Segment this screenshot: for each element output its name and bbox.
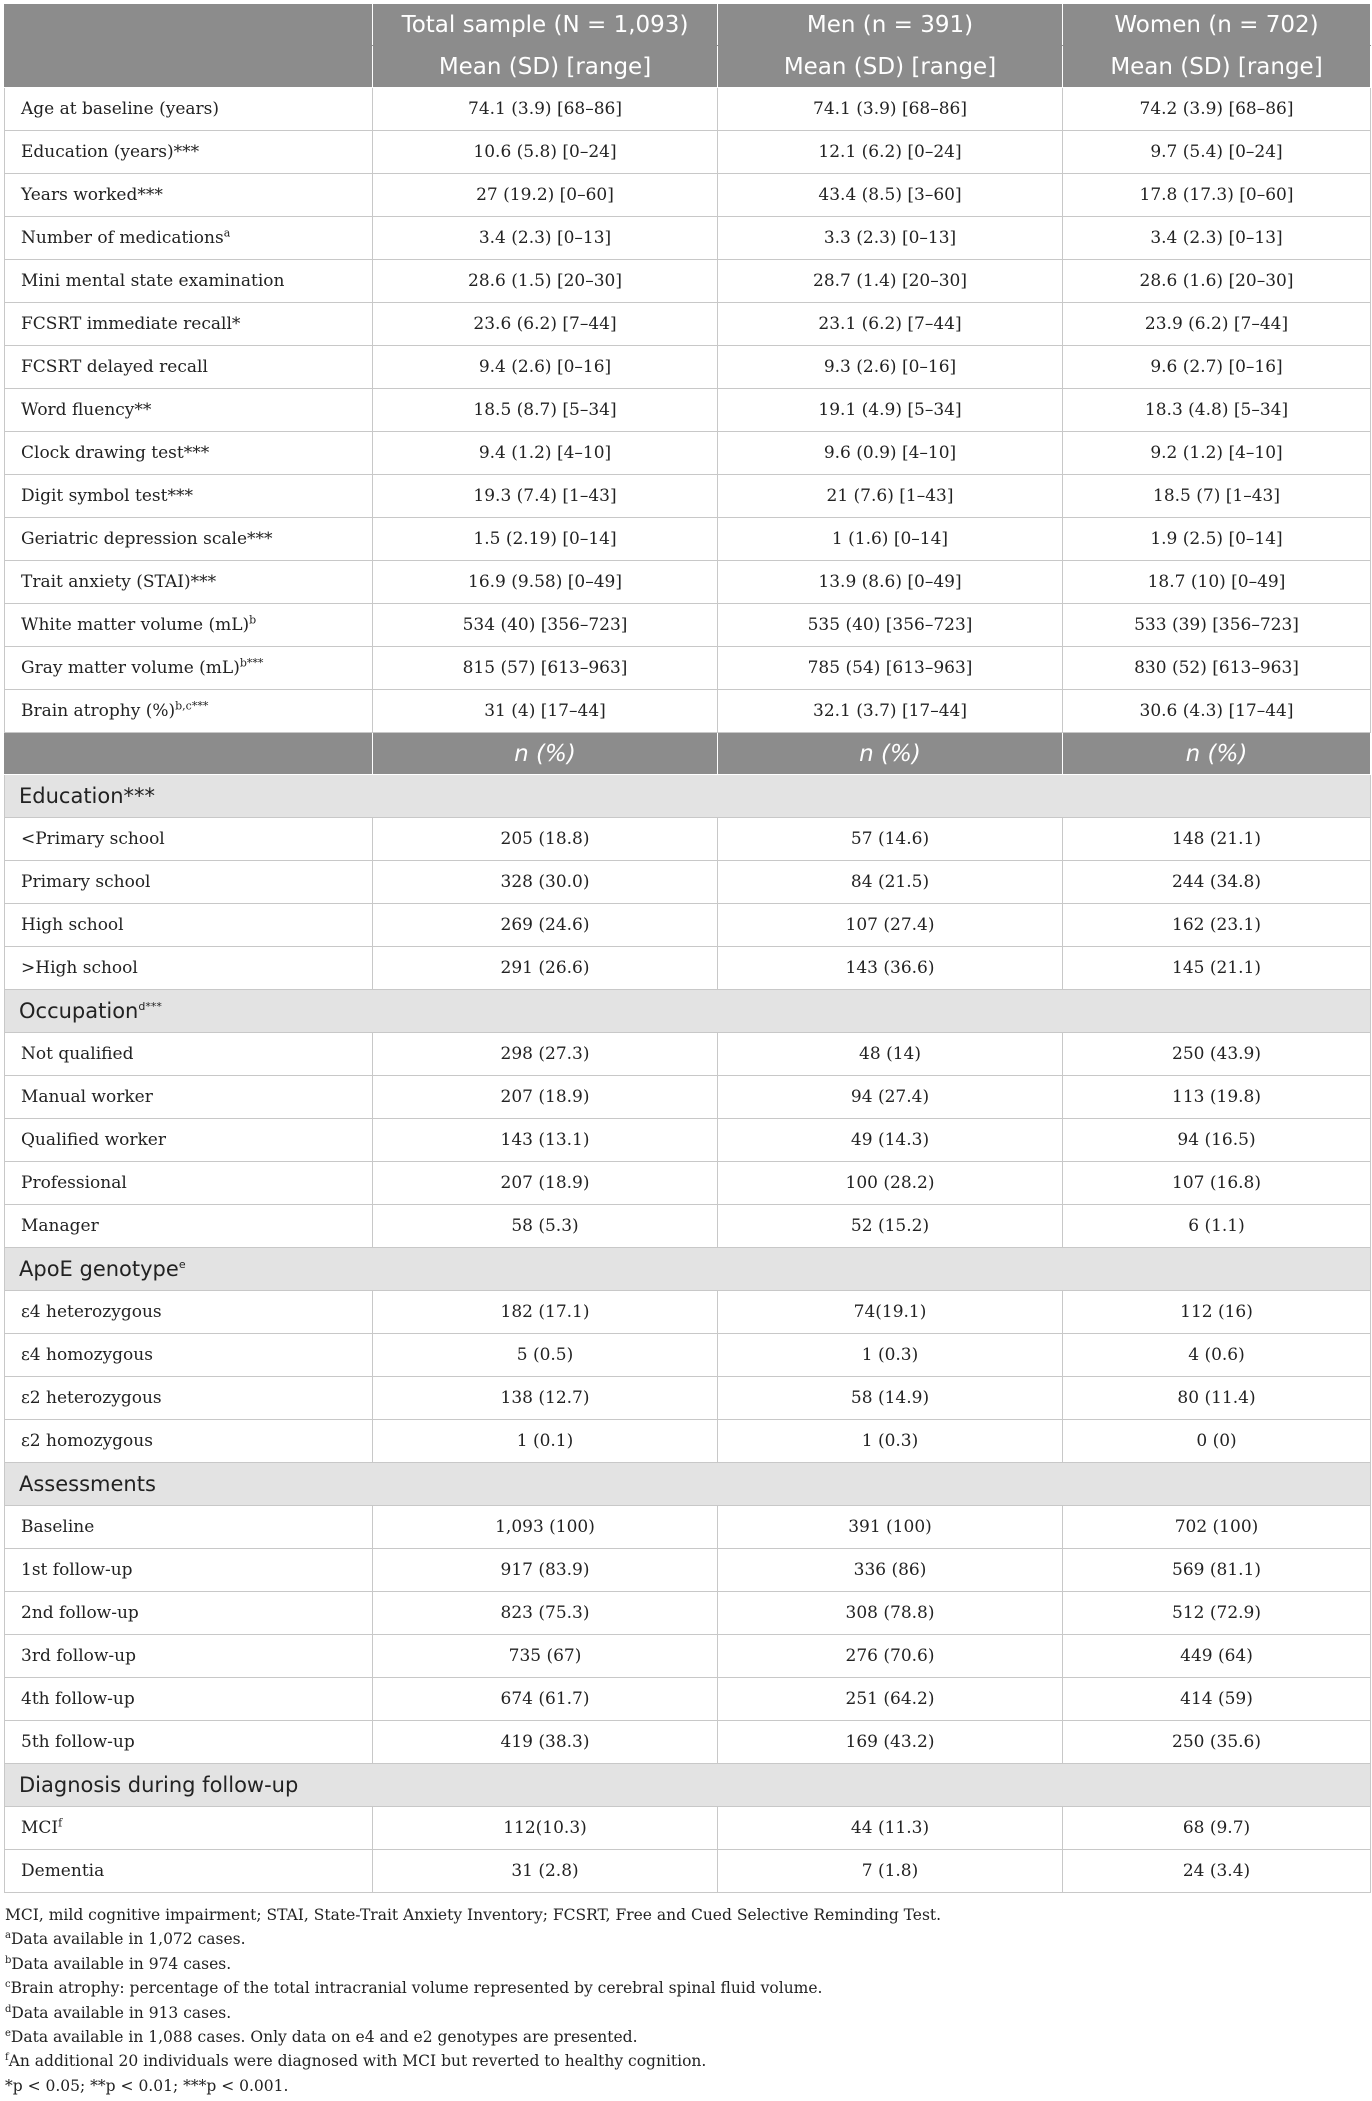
women-value: 17.8 (17.3) [0–60] bbox=[1063, 174, 1371, 217]
women-value: 74.2 (3.9) [68–86] bbox=[1063, 88, 1371, 131]
row-label: Primary school bbox=[21, 872, 151, 892]
total-value: 112(10.3) bbox=[373, 1807, 718, 1850]
section-header-row bbox=[5, 775, 1371, 818]
women-value: 533 (39) [356–723] bbox=[1063, 604, 1371, 647]
header-women: Women (n = 702) bbox=[1063, 4, 1371, 46]
women-value: 145 (21.1) bbox=[1063, 947, 1371, 990]
row-label-cell bbox=[5, 947, 373, 990]
row-label: Years worked*** bbox=[21, 185, 163, 205]
total-value: 27 (19.2) [0–60] bbox=[373, 174, 718, 217]
footnote-text: Data available in 1,072 cases. bbox=[10, 1930, 246, 1949]
row-label: Education (years)*** bbox=[21, 142, 200, 162]
table-row bbox=[5, 1162, 1371, 1205]
table-row bbox=[5, 432, 1371, 475]
total-value: 5 (0.5) bbox=[373, 1334, 718, 1377]
total-value: 18.5 (8.7) [5–34] bbox=[373, 389, 718, 432]
total-value: 143 (13.1) bbox=[373, 1119, 718, 1162]
table-row bbox=[5, 1033, 1371, 1076]
women-value: 68 (9.7) bbox=[1063, 1807, 1371, 1850]
row-label-cell bbox=[5, 1807, 373, 1850]
row-label-cell bbox=[5, 260, 373, 303]
row-label-cell bbox=[5, 346, 373, 389]
footnote-marker: d*** bbox=[138, 1000, 162, 1013]
table-row bbox=[5, 174, 1371, 217]
section-title-cell bbox=[5, 990, 1371, 1033]
footnote-text: Data available in 974 cases. bbox=[11, 1954, 232, 1973]
row-label: 5th follow-up bbox=[21, 1732, 135, 1752]
row-label: 1st follow-up bbox=[21, 1560, 133, 1580]
characteristics-table bbox=[4, 3, 1371, 1893]
men-value: 44 (11.3) bbox=[718, 1807, 1063, 1850]
row-label: 2nd follow-up bbox=[21, 1603, 139, 1623]
women-value: 244 (34.8) bbox=[1063, 861, 1371, 904]
row-label-cell bbox=[5, 1205, 373, 1248]
n-header-men: n (%) bbox=[718, 733, 1063, 775]
row-label-cell bbox=[5, 1678, 373, 1721]
stats-header-row bbox=[5, 46, 1371, 88]
table-row bbox=[5, 1678, 1371, 1721]
total-value: 815 (57) [613–963] bbox=[373, 647, 718, 690]
row-label: Clock drawing test*** bbox=[21, 443, 210, 463]
total-value: 31 (2.8) bbox=[373, 1850, 718, 1893]
table-row bbox=[5, 1119, 1371, 1162]
footnote bbox=[5, 1927, 1365, 1951]
footnote-marker: a bbox=[223, 226, 231, 240]
women-value: 250 (43.9) bbox=[1063, 1033, 1371, 1076]
row-label-cell bbox=[5, 604, 373, 647]
women-value: 30.6 (4.3) [17–44] bbox=[1063, 690, 1371, 733]
men-value: 1 (1.6) [0–14] bbox=[718, 518, 1063, 561]
footnote-mark: f bbox=[5, 2052, 9, 2064]
row-label-cell bbox=[5, 217, 373, 260]
row-label: Word fluency** bbox=[21, 400, 152, 420]
section-header-row bbox=[5, 1764, 1371, 1807]
row-label: Baseline bbox=[21, 1517, 95, 1537]
row-label: >High school bbox=[21, 958, 138, 978]
table-row bbox=[5, 217, 1371, 260]
table-row bbox=[5, 690, 1371, 733]
footnote bbox=[5, 1952, 1365, 1976]
abbreviations-note: MCI, mild cognitive impairment; STAI, State-Trait Anxiety Inventory; FCSRT, Free and Cued Selective Reminding Test. bbox=[5, 1906, 942, 1924]
row-label: 4th follow-up bbox=[21, 1689, 135, 1709]
row-label: FCSRT immediate recall* bbox=[21, 314, 241, 334]
total-value: 917 (83.9) bbox=[373, 1549, 718, 1592]
table-row bbox=[5, 260, 1371, 303]
men-value: 251 (64.2) bbox=[718, 1678, 1063, 1721]
total-value: 291 (26.6) bbox=[373, 947, 718, 990]
row-label-cell bbox=[5, 561, 373, 604]
row-label: Age at baseline (years) bbox=[21, 99, 219, 119]
significance-note bbox=[5, 2074, 1365, 2098]
row-label-cell bbox=[5, 518, 373, 561]
row-label: Dementia bbox=[21, 1861, 105, 1881]
men-value: 535 (40) [356–723] bbox=[718, 604, 1063, 647]
men-value: 12.1 (6.2) [0–24] bbox=[718, 131, 1063, 174]
footnote bbox=[5, 1976, 1365, 2000]
total-value: 182 (17.1) bbox=[373, 1291, 718, 1334]
n-header-blank bbox=[5, 733, 373, 775]
women-value: 113 (19.8) bbox=[1063, 1076, 1371, 1119]
footnote-mark: c bbox=[5, 1979, 11, 1991]
men-value: 336 (86) bbox=[718, 1549, 1063, 1592]
men-value: 13.9 (8.6) [0–49] bbox=[718, 561, 1063, 604]
men-value: 84 (21.5) bbox=[718, 861, 1063, 904]
section-title: Occupation bbox=[19, 999, 139, 1023]
total-value: 823 (75.3) bbox=[373, 1592, 718, 1635]
footnote-mark: d bbox=[5, 2003, 12, 2015]
men-value: 23.1 (6.2) [7–44] bbox=[718, 303, 1063, 346]
women-value: 162 (23.1) bbox=[1063, 904, 1371, 947]
row-label: High school bbox=[21, 915, 124, 935]
table-row bbox=[5, 1807, 1371, 1850]
men-value: 19.1 (4.9) [5–34] bbox=[718, 389, 1063, 432]
total-value: 23.6 (6.2) [7–44] bbox=[373, 303, 718, 346]
table-row bbox=[5, 904, 1371, 947]
men-value: 169 (43.2) bbox=[718, 1721, 1063, 1764]
row-label-cell bbox=[5, 1635, 373, 1678]
total-value: 138 (12.7) bbox=[373, 1377, 718, 1420]
footnote-marker: b bbox=[249, 613, 257, 627]
men-value: 57 (14.6) bbox=[718, 818, 1063, 861]
men-value: 49 (14.3) bbox=[718, 1119, 1063, 1162]
women-value: 94 (16.5) bbox=[1063, 1119, 1371, 1162]
footnote-marker: e bbox=[178, 1258, 186, 1271]
row-label: ε4 heterozygous bbox=[21, 1302, 162, 1322]
row-label-cell bbox=[5, 1549, 373, 1592]
men-value: 1 (0.3) bbox=[718, 1334, 1063, 1377]
table-row bbox=[5, 518, 1371, 561]
table-row bbox=[5, 561, 1371, 604]
section-header-row bbox=[5, 1463, 1371, 1506]
column-header-row bbox=[5, 4, 1371, 46]
footnote-text: Data available in 913 cases. bbox=[11, 2003, 232, 2022]
men-value: 3.3 (2.3) [0–13] bbox=[718, 217, 1063, 260]
men-value: 32.1 (3.7) [17–44] bbox=[718, 690, 1063, 733]
total-value: 9.4 (1.2) [4–10] bbox=[373, 432, 718, 475]
total-value: 10.6 (5.8) [0–24] bbox=[373, 131, 718, 174]
table-footnotes bbox=[5, 1903, 1365, 2098]
table-row bbox=[5, 389, 1371, 432]
women-value: 4 (0.6) bbox=[1063, 1334, 1371, 1377]
section-title: Education*** bbox=[19, 784, 156, 808]
women-value: 9.2 (1.2) [4–10] bbox=[1063, 432, 1371, 475]
men-value: 43.4 (8.5) [3–60] bbox=[718, 174, 1063, 217]
table-row bbox=[5, 818, 1371, 861]
row-label-cell bbox=[5, 1291, 373, 1334]
row-label-cell bbox=[5, 1850, 373, 1893]
men-value: 100 (28.2) bbox=[718, 1162, 1063, 1205]
row-label: ε4 homozygous bbox=[21, 1345, 153, 1365]
table-row bbox=[5, 346, 1371, 389]
women-value: 414 (59) bbox=[1063, 1678, 1371, 1721]
total-value: 534 (40) [356–723] bbox=[373, 604, 718, 647]
table-row bbox=[5, 1721, 1371, 1764]
row-label: FCSRT delayed recall bbox=[21, 357, 208, 377]
footnote-marker: f bbox=[58, 1816, 63, 1830]
table-row bbox=[5, 475, 1371, 518]
row-label: Geriatric depression scale*** bbox=[21, 529, 273, 549]
total-value: 19.3 (7.4) [1–43] bbox=[373, 475, 718, 518]
row-label-cell bbox=[5, 904, 373, 947]
row-label-cell bbox=[5, 1506, 373, 1549]
men-value: 9.3 (2.6) [0–16] bbox=[718, 346, 1063, 389]
total-value: 674 (61.7) bbox=[373, 1678, 718, 1721]
row-label: Professional bbox=[21, 1173, 127, 1193]
row-label: Mini mental state examination bbox=[21, 271, 285, 291]
table-row bbox=[5, 88, 1371, 131]
significance-text: *p < 0.05; **p < 0.01; ***p < 0.001. bbox=[5, 2076, 289, 2095]
women-value: 107 (16.8) bbox=[1063, 1162, 1371, 1205]
total-value: 28.6 (1.5) [20–30] bbox=[373, 260, 718, 303]
section-title-cell bbox=[5, 1248, 1371, 1291]
men-value: 74.1 (3.9) [68–86] bbox=[718, 88, 1063, 131]
men-value: 276 (70.6) bbox=[718, 1635, 1063, 1678]
n-header-body bbox=[5, 733, 1371, 775]
table-row bbox=[5, 1506, 1371, 1549]
women-value: 1.9 (2.5) [0–14] bbox=[1063, 518, 1371, 561]
total-value: 58 (5.3) bbox=[373, 1205, 718, 1248]
total-value: 9.4 (2.6) [0–16] bbox=[373, 346, 718, 389]
row-label-cell bbox=[5, 818, 373, 861]
row-label-cell bbox=[5, 303, 373, 346]
men-value: 1 (0.3) bbox=[718, 1420, 1063, 1463]
table-row bbox=[5, 131, 1371, 174]
row-label: Manager bbox=[21, 1216, 99, 1236]
row-label: Manual worker bbox=[21, 1087, 153, 1107]
row-label-cell bbox=[5, 1033, 373, 1076]
women-value: 9.7 (5.4) [0–24] bbox=[1063, 131, 1371, 174]
total-value: 207 (18.9) bbox=[373, 1076, 718, 1119]
table-row bbox=[5, 1635, 1371, 1678]
total-value: 207 (18.9) bbox=[373, 1162, 718, 1205]
men-value: 74(19.1) bbox=[718, 1291, 1063, 1334]
total-value: 16.9 (9.58) [0–49] bbox=[373, 561, 718, 604]
section-title-cell bbox=[5, 775, 1371, 818]
table-row bbox=[5, 1420, 1371, 1463]
footnote-text: Data available in 1,088 cases. Only data on e4 and e2 genotypes are presented. bbox=[10, 2028, 638, 2047]
women-value: 702 (100) bbox=[1063, 1506, 1371, 1549]
characteristics-table-container bbox=[4, 3, 1370, 1893]
row-label: <Primary school bbox=[21, 829, 165, 849]
section-header-row bbox=[5, 1248, 1371, 1291]
row-label-cell bbox=[5, 1119, 373, 1162]
stats-header-women: Mean (SD) [range] bbox=[1063, 46, 1371, 88]
section-title: Assessments bbox=[19, 1472, 156, 1496]
row-label-cell bbox=[5, 1162, 373, 1205]
total-value: 269 (24.6) bbox=[373, 904, 718, 947]
footnote-text: An additional 20 individuals were diagnosed with MCI but reverted to healthy cognition. bbox=[8, 2052, 707, 2071]
table-row bbox=[5, 303, 1371, 346]
footnote-mark: b bbox=[5, 1954, 12, 1966]
row-label: ε2 homozygous bbox=[21, 1431, 153, 1451]
stats-header-blank bbox=[5, 46, 373, 88]
row-label-cell bbox=[5, 475, 373, 518]
women-value: 23.9 (6.2) [7–44] bbox=[1063, 303, 1371, 346]
table-row bbox=[5, 1291, 1371, 1334]
women-value: 148 (21.1) bbox=[1063, 818, 1371, 861]
total-value: 205 (18.8) bbox=[373, 818, 718, 861]
women-value: 9.6 (2.7) [0–16] bbox=[1063, 346, 1371, 389]
footnote bbox=[5, 2001, 1365, 2025]
women-value: 250 (35.6) bbox=[1063, 1721, 1371, 1764]
header-blank bbox=[5, 4, 373, 46]
row-label-cell bbox=[5, 432, 373, 475]
row-label: White matter volume (mL) bbox=[21, 615, 250, 635]
n-header-women: n (%) bbox=[1063, 733, 1371, 775]
table-row bbox=[5, 1377, 1371, 1420]
row-label-cell bbox=[5, 174, 373, 217]
row-label-cell bbox=[5, 389, 373, 432]
women-value: 18.7 (10) [0–49] bbox=[1063, 561, 1371, 604]
row-label-cell bbox=[5, 861, 373, 904]
row-label: 3rd follow-up bbox=[21, 1646, 136, 1666]
n-percent-header-row bbox=[5, 733, 1371, 775]
women-value: 112 (16) bbox=[1063, 1291, 1371, 1334]
table-row bbox=[5, 1592, 1371, 1635]
total-value: 1,093 (100) bbox=[373, 1506, 718, 1549]
women-value: 3.4 (2.3) [0–13] bbox=[1063, 217, 1371, 260]
footnote bbox=[5, 2025, 1365, 2049]
footnote-list bbox=[5, 1927, 1365, 2073]
row-label: Number of medications bbox=[21, 228, 224, 248]
total-value: 1.5 (2.19) [0–14] bbox=[373, 518, 718, 561]
row-label: Trait anxiety (STAI)*** bbox=[21, 572, 217, 592]
section-title: ApoE genotype bbox=[19, 1257, 179, 1281]
footnote bbox=[5, 2049, 1365, 2073]
men-value: 52 (15.2) bbox=[718, 1205, 1063, 1248]
row-label-cell bbox=[5, 1377, 373, 1420]
men-value: 7 (1.8) bbox=[718, 1850, 1063, 1893]
row-label: Qualified worker bbox=[21, 1130, 166, 1150]
men-value: 48 (14) bbox=[718, 1033, 1063, 1076]
footnote-text: Brain atrophy: percentage of the total intracranial volume represented by cerebral spinal fluid volume. bbox=[10, 1979, 823, 1998]
row-label-cell bbox=[5, 1420, 373, 1463]
row-label: ε2 heterozygous bbox=[21, 1388, 162, 1408]
row-label: Brain atrophy (%) bbox=[21, 701, 176, 721]
section-header-row bbox=[5, 990, 1371, 1033]
header-total-sample: Total sample (N = 1,093) bbox=[373, 4, 718, 46]
total-value: 735 (67) bbox=[373, 1635, 718, 1678]
row-label-cell bbox=[5, 1334, 373, 1377]
row-label-cell bbox=[5, 131, 373, 174]
table-row bbox=[5, 604, 1371, 647]
stats-header-total: Mean (SD) [range] bbox=[373, 46, 718, 88]
men-value: 308 (78.8) bbox=[718, 1592, 1063, 1635]
table-row bbox=[5, 1205, 1371, 1248]
total-value: 328 (30.0) bbox=[373, 861, 718, 904]
n-header-total: n (%) bbox=[373, 733, 718, 775]
section-title-cell bbox=[5, 1764, 1371, 1807]
men-value: 28.7 (1.4) [20–30] bbox=[718, 260, 1063, 303]
women-value: 6 (1.1) bbox=[1063, 1205, 1371, 1248]
total-value: 74.1 (3.9) [68–86] bbox=[373, 88, 718, 131]
table-row bbox=[5, 1549, 1371, 1592]
section-title: Diagnosis during follow-up bbox=[19, 1773, 299, 1797]
footnote-marker: b,c*** bbox=[175, 699, 209, 713]
header-men: Men (n = 391) bbox=[718, 4, 1063, 46]
total-value: 31 (4) [17–44] bbox=[373, 690, 718, 733]
table-row bbox=[5, 1076, 1371, 1119]
row-label-cell bbox=[5, 1076, 373, 1119]
table-row bbox=[5, 1334, 1371, 1377]
table-row bbox=[5, 647, 1371, 690]
total-value: 298 (27.3) bbox=[373, 1033, 718, 1076]
women-value: 28.6 (1.6) [20–30] bbox=[1063, 260, 1371, 303]
row-label-cell bbox=[5, 647, 373, 690]
men-value: 785 (54) [613–963] bbox=[718, 647, 1063, 690]
women-value: 449 (64) bbox=[1063, 1635, 1371, 1678]
women-value: 512 (72.9) bbox=[1063, 1592, 1371, 1635]
row-label: MCI bbox=[21, 1818, 59, 1838]
row-label-cell bbox=[5, 88, 373, 131]
table-row bbox=[5, 947, 1371, 990]
table-row bbox=[5, 1850, 1371, 1893]
men-value: 107 (27.4) bbox=[718, 904, 1063, 947]
total-value: 3.4 (2.3) [0–13] bbox=[373, 217, 718, 260]
footnote-marker: b*** bbox=[239, 656, 264, 670]
men-value: 143 (36.6) bbox=[718, 947, 1063, 990]
row-label-cell bbox=[5, 1592, 373, 1635]
women-value: 18.3 (4.8) [5–34] bbox=[1063, 389, 1371, 432]
continuous-variables-body bbox=[5, 88, 1371, 733]
section-title-cell bbox=[5, 1463, 1371, 1506]
men-value: 9.6 (0.9) [4–10] bbox=[718, 432, 1063, 475]
men-value: 58 (14.9) bbox=[718, 1377, 1063, 1420]
footnote-mark: e bbox=[5, 2027, 11, 2039]
women-value: 80 (11.4) bbox=[1063, 1377, 1371, 1420]
total-value: 1 (0.1) bbox=[373, 1420, 718, 1463]
row-label-cell bbox=[5, 1721, 373, 1764]
categorical-variables-body bbox=[5, 775, 1371, 1893]
row-label: Not qualified bbox=[21, 1044, 134, 1064]
women-value: 18.5 (7) [1–43] bbox=[1063, 475, 1371, 518]
men-value: 21 (7.6) [1–43] bbox=[718, 475, 1063, 518]
row-label: Gray matter volume (mL) bbox=[21, 658, 240, 678]
table-row bbox=[5, 861, 1371, 904]
men-value: 391 (100) bbox=[718, 1506, 1063, 1549]
women-value: 569 (81.1) bbox=[1063, 1549, 1371, 1592]
women-value: 0 (0) bbox=[1063, 1420, 1371, 1463]
men-value: 94 (27.4) bbox=[718, 1076, 1063, 1119]
stats-header-men: Mean (SD) [range] bbox=[718, 46, 1063, 88]
women-value: 830 (52) [613–963] bbox=[1063, 647, 1371, 690]
row-label: Digit symbol test*** bbox=[21, 486, 193, 506]
footnote-mark: a bbox=[5, 1930, 11, 1942]
total-value: 419 (38.3) bbox=[373, 1721, 718, 1764]
row-label-cell bbox=[5, 690, 373, 733]
women-value: 24 (3.4) bbox=[1063, 1850, 1371, 1893]
